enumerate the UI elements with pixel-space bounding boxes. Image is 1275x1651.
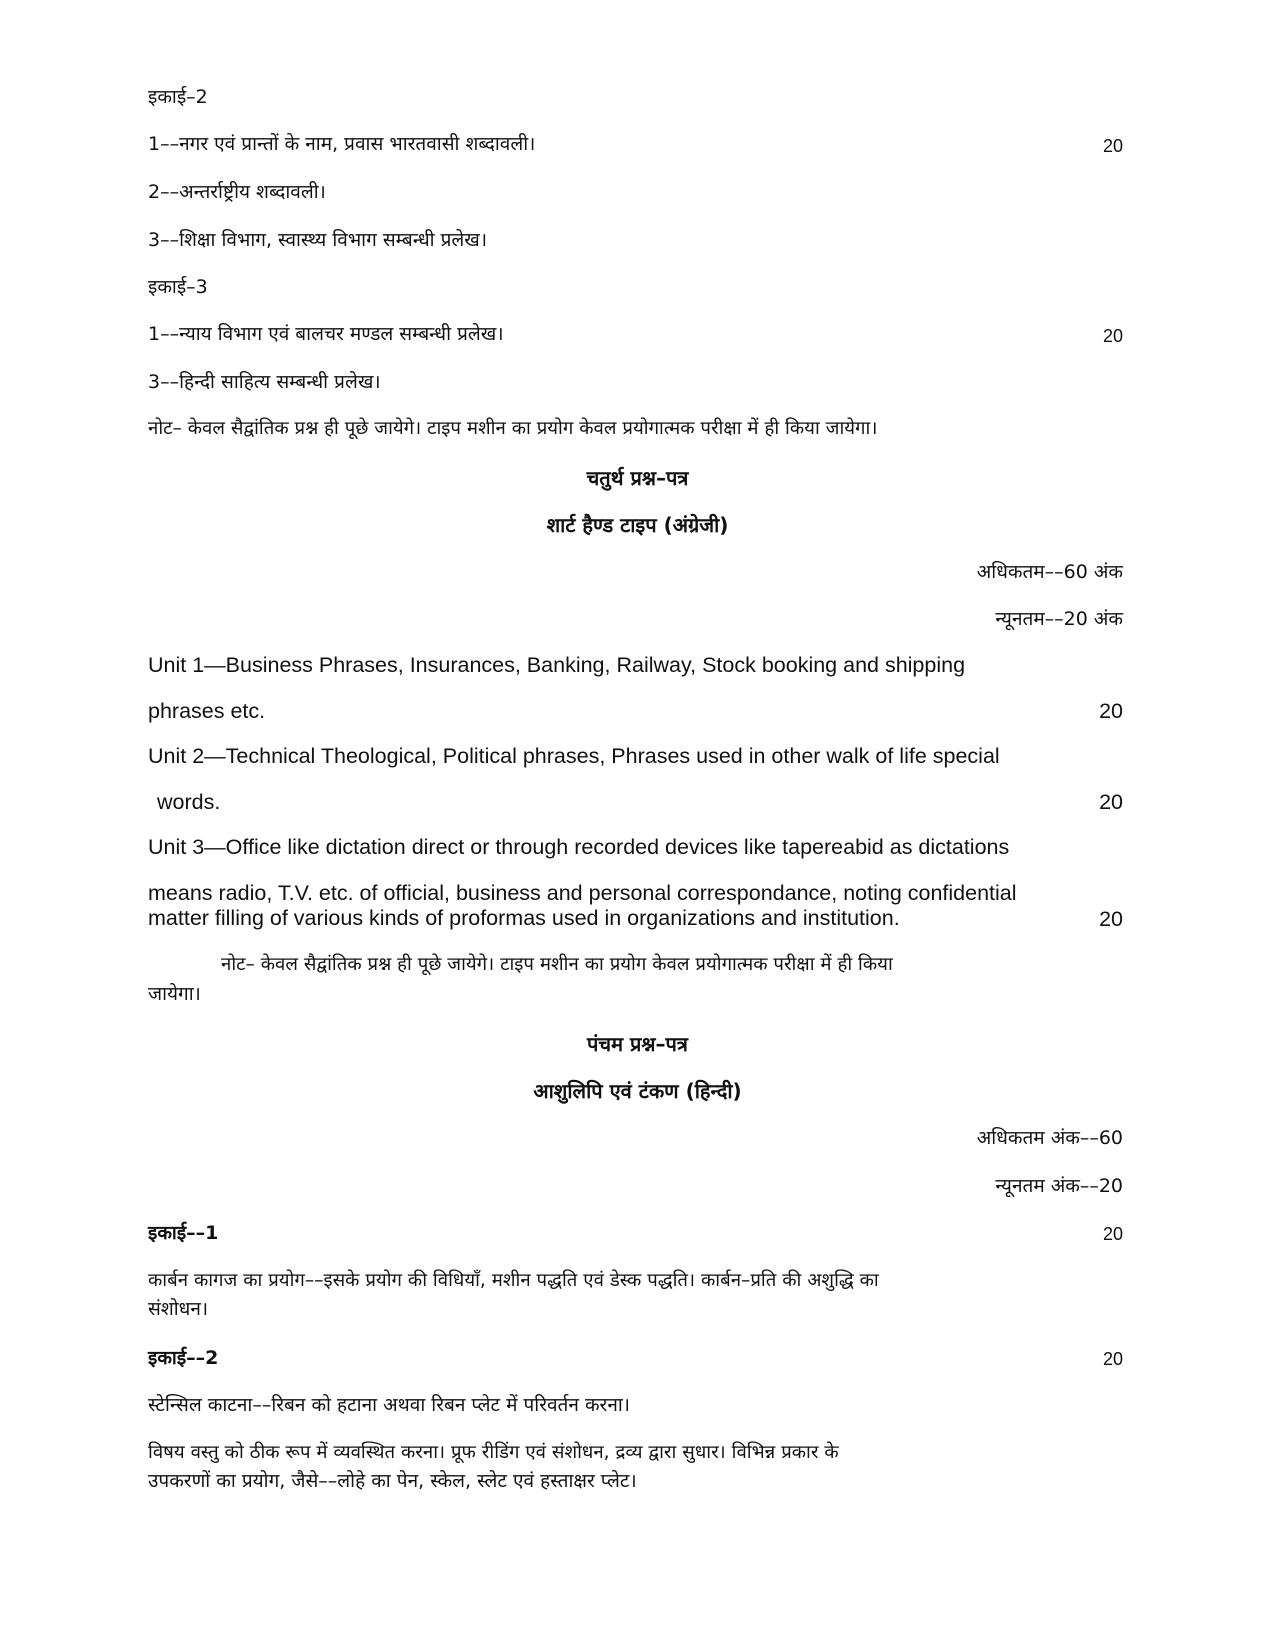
paper5-max-marks: अधिकतम अंक––60 xyxy=(976,1127,1123,1149)
paper5-unit1-text-line2: संशोधन। xyxy=(148,1298,209,1320)
paper4-unit1-line1: Unit 1—Business Phrases, Insurances, Banking, Railway, Stock booking and shipping xyxy=(148,653,966,677)
unit2-marks: 20 xyxy=(1102,136,1123,156)
paper5-unit1-marks: 20 xyxy=(1102,1224,1123,1244)
paper5-unit2-text1: स्टेन्सिल काटना––रिबन को हटाना अथवा रिबन प्लेट में परिवर्तन करना। xyxy=(148,1394,630,1416)
paper4-unit3-marks: 20 xyxy=(1099,907,1123,931)
paper4-note-line2: जायेगा। xyxy=(148,983,201,1005)
unit3-item-2: 3––हिन्दी साहित्य सम्बन्धी प्रलेख। xyxy=(148,371,381,393)
paper5-unit1-text-line1: कार्बन कागज का प्रयोग––इसके प्रयोग की विधियाँ, मशीन पद्धति एवं डेस्क पद्धति। कार्बन–प्रति की अशुद्धि का xyxy=(148,1270,879,1291)
paper4-min-marks: न्यूनतम––20 अंक xyxy=(995,608,1123,630)
section3-note: नोट– केवल सैद्वांतिक प्रश्न ही पूछे जायेगे। टाइप मशीन का प्रयोग केवल प्रयोगात्मक परीक्षा में ही किया जायेगा। xyxy=(148,418,878,439)
unit2-item-1: 1––नगर एवं प्रान्तों के नाम, प्रवास भारतवासी शब्दावली। xyxy=(148,133,536,155)
paper5-unit2-text2-line1: विषय वस्तु को ठीक रूप में व्यवस्थित करना। प्रूफ रीडिंग एवं संशोधन, द्रव्य द्वारा सुधार। विभिन्न प्रकार के xyxy=(148,1442,839,1463)
paper5-unit1-heading: इकाई––1 xyxy=(148,1222,219,1244)
paper5-unit2-marks: 20 xyxy=(1102,1349,1123,1369)
paper4-unit3-line1: Unit 3—Office like dictation direct or through recorded devices like tapereabid as dictations xyxy=(148,835,1010,859)
unit3-marks: 20 xyxy=(1102,326,1123,346)
unit3-item-1: 1––न्याय विभाग एवं बालचर मण्डल सम्बन्धी प्रलेख। xyxy=(148,323,504,345)
unit3-heading: इकाई–3 xyxy=(148,276,208,298)
unit2-item-3: 3––शिक्षा विभाग, स्वास्थ्य विभाग सम्बन्धी प्रलेख। xyxy=(148,229,488,251)
paper4-unit3-line3: matter filling of various kinds of proformas used in organizations and institution. xyxy=(148,906,900,930)
paper4-note-line1: नोट– केवल सैद्वांतिक प्रश्न ही पूछे जायेगे। टाइप मशीन का प्रयोग केवल प्रयोगात्मक परीक्षा में ही किया xyxy=(221,954,893,975)
paper4-unit2-line2: words. xyxy=(157,790,221,814)
paper5-min-marks: न्यूनतम अंक––20 xyxy=(995,1175,1123,1197)
paper5-title: पंचम प्रश्न–पत्र xyxy=(587,1032,688,1056)
paper4-unit1-line2: phrases etc. xyxy=(148,699,266,723)
paper4-unit2-marks: 20 xyxy=(1099,790,1123,814)
paper5-subtitle: आशुलिपि एवं टंकण (हिन्दी) xyxy=(533,1079,742,1103)
paper5-unit2-heading: इकाई––2 xyxy=(148,1347,219,1369)
unit2-heading: इकाई–2 xyxy=(148,86,208,108)
paper4-max-marks: अधिकतम––60 अंक xyxy=(976,561,1123,583)
paper4-subtitle: शार्ट हैण्ड टाइप (अंग्रेजी) xyxy=(546,513,729,537)
unit2-item-2: 2––अन्तर्राष्ट्रीय शब्दावली। xyxy=(148,181,326,203)
paper4-unit1-marks: 20 xyxy=(1099,699,1123,723)
paper4-unit2-line1: Unit 2—Technical Theological, Political phrases, Phrases used in other walk of life special xyxy=(148,744,1000,768)
paper5-unit2-text2-line2: उपकरणों का प्रयोग, जैसे––लोहे का पेन, स्केल, स्लेट एवं हस्ताक्षर प्लेट। xyxy=(148,1470,637,1492)
paper4-title: चतुर्थ प्रश्न–पत्र xyxy=(586,466,689,490)
paper4-unit3-line2: means radio, T.V. etc. of official, business and personal correspondance, noting confidential xyxy=(148,881,1017,905)
